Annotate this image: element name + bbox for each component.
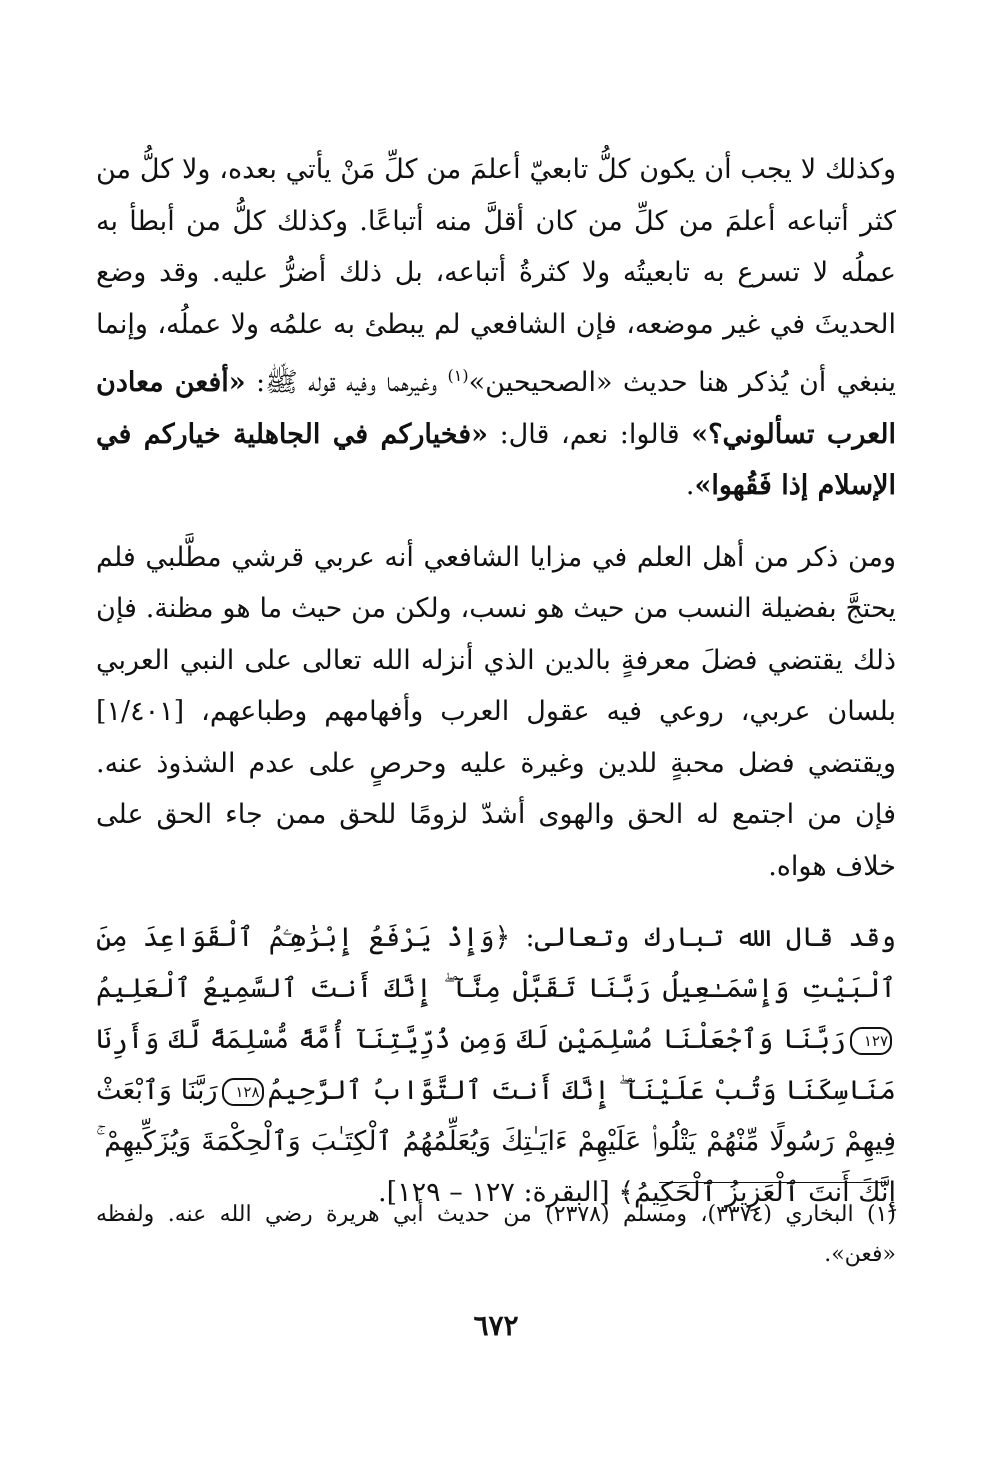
footnote-reference: (١) xyxy=(447,366,469,385)
hadith-quote-2: «فخياركم في الجاهلية خياركم في الإسلام إذا فَقُهوا» xyxy=(96,418,896,501)
paragraph-1-text-2: وغيرهما وفيه قوله ﷺ: xyxy=(245,367,448,398)
main-text xyxy=(96,144,896,1218)
quran-citation: [البقرة: ١٢٧ – ١٢٩]. xyxy=(378,1177,619,1208)
paragraph-1 xyxy=(96,144,896,512)
quran-paragraph xyxy=(96,912,896,1218)
hadith-quote-1: «أفعن معادن العرب تسألوني؟» xyxy=(96,367,896,450)
footnote-1 xyxy=(96,1195,896,1275)
verse-128: رَبَّنَا وَٱجْعَلْنَا مُسْلِمَيْنِ لَكَ وَمِن ذُرِّيَّتِنَآ أُمَّةً مُّسْلِمَةً لَّكَ وَأَرِنَا مَنَاسِكَنَا وَتُبْ عَلَيْنَآ ۖ إِنَّكَ أَنتَ ٱلتَّوَّابُ ٱلرَّحِيمُ xyxy=(96,1024,897,1106)
footnote-text: البخاري (٣٣٧٤)، ومسلم (٢٣٧٨) من حديث أبي هريرة رضي الله عنه. ولفظه «فعن». xyxy=(96,1202,896,1267)
quran-intro: وقد قال الله تبارك وتعالى: xyxy=(510,922,896,953)
paragraph-1-text-3: قالوا: نعم، قال: xyxy=(487,418,692,450)
paragraph-2: ومن ذكر من أهل العلم في مزايا الشافعي أنه عربي قرشي مطَّلبي فلم يحتجَّ بفضيلة النسب من حيث هو نسب، ولكن من حيث ما هو مظنة. فإن ذلك يقتضي فضلَ معرفةٍ بالدين الذي أنزله الله تعالى على النبي العربي بلسان عربي، روعي فيه عقول العرب وأفهامهم وطباعهم، [١/٤٠١] ويقتضي فضل محبةٍ للدين وغيرة عليه وحرصٍ على عدم الشذوذ عنه. فإن من اجتمع له الحق والهوى أشدّ لزومًا للحق ممن جاء الحق على خلاف هواه. xyxy=(96,541,896,882)
footnotes xyxy=(96,1195,896,1275)
page-number: ٦٧٢ xyxy=(473,1309,519,1342)
verse-127: ﴿وَإِذْ يَرْفَعُ إِبْرَٰهِـۧمُ ٱلْقَوَاعِدَ مِنَ ٱلْبَيْتِ وَإِسْمَـٰعِيلُ رَبَّنَا تَقَبَّلْ مِنَّآ ۖ إِنَّكَ أَنتَ ٱلسَّمِيعُ ٱلْعَلِيمُ xyxy=(96,922,896,1004)
verse-129: رَبَّنَا وَٱبْعَثْ فِيهِمْ رَسُولًا مِّنْهُمْ يَتْلُوا۟ عَلَيْهِمْ ءَايَـٰتِكَ وَيُعَلِّمُهُمُ ٱلْكِتَـٰبَ وَٱلْحِكْمَةَ وَيُزَكِّيهِمْ ۚ إِنَّكَ أَنتَ ٱلْعَزِيزُ ٱلْحَكِيمُ﴾ xyxy=(96,1075,896,1208)
footnote-number: (١) xyxy=(867,1202,897,1227)
footnote-separator xyxy=(659,1182,887,1183)
ayah-number-128: ١٢٨ xyxy=(222,1078,264,1106)
paragraph-1-text: وكذلك لا يجب أن يكون كلُّ تابعيّ أعلمَ من كلِّ مَنْ يأتي بعده، ولا كلُّ من كثر أتباعه أعلمَ من كلِّ من كان أقلَّ منه أتباعًا. وكذلك كلُّ من أبطأ به عملُه لا تسرع به تابعيتُه ولا كثرةُ أتباعه، بل ذلك أضرُّ عليه. وقد وضع الحديثَ في غير موضعه، فإن الشافعي لم يبطئ به علمُه ولا عملُه، وإنما ينبغي أن يُذكر هنا حديث «الصحيحين» xyxy=(96,154,897,398)
ayah-number-127: ١٢٧ xyxy=(850,1027,892,1055)
paragraph-1-end: . xyxy=(685,470,695,501)
